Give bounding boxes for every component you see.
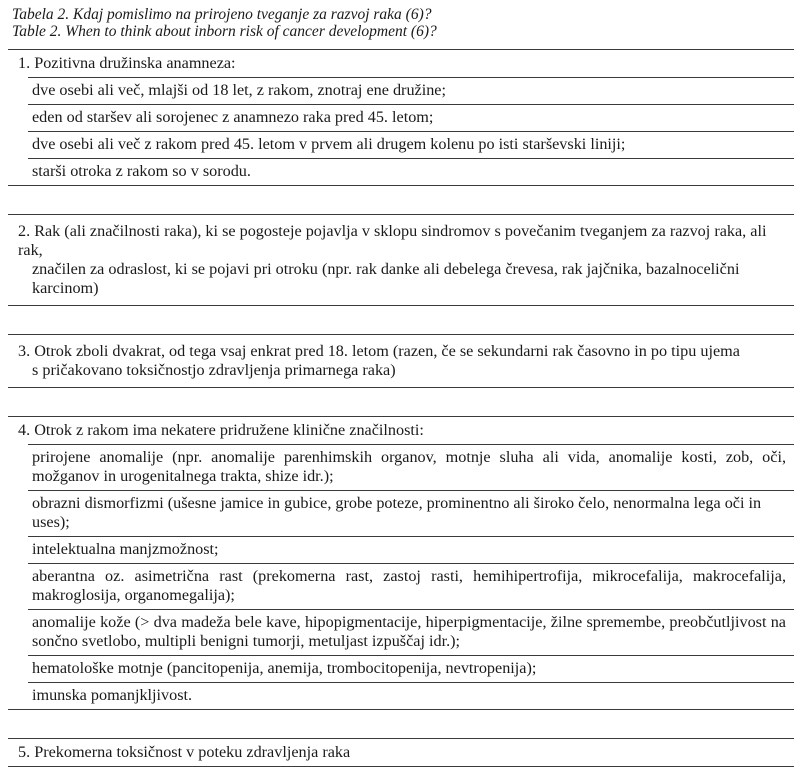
caption-english: Table 2. When to think about inborn risk of cancer development (6)? bbox=[12, 23, 437, 40]
heading-line: s pričakovano toksičnostjo zdravljenja primarnega raka) bbox=[32, 361, 396, 379]
section-syndrome-cancer bbox=[8, 214, 794, 306]
caption-slovene: Tabela 2. Kdaj pomislimo na prirojeno tveganje za razvoj raka (6)? bbox=[12, 6, 432, 23]
list-item: prirojene anomalije (npr. anomalije parenhimskih organov, motnje sluha ali vida, anomalije kosti, zob, oči, možganov in urogenitalnega trakta, shize idr.); bbox=[28, 444, 794, 490]
section-gap bbox=[8, 306, 794, 334]
section-gap bbox=[8, 710, 794, 738]
list-item: dve osebi ali več z rakom pred 45. letom v prvem ali drugem kolenu po isti starševski liniji; bbox=[28, 131, 794, 158]
list-item: hematološke motnje (pancitopenija, anemija, trombocitopenija, nevtropenija); bbox=[28, 655, 794, 682]
list-item: intelektualna manjzmožnost; bbox=[28, 536, 794, 563]
heading-line: značilen za odraslost, ki se pojavi pri otroku (npr. rak danke ali debelega črevesa, rak jajčnika, bazalnocelični karcinom) bbox=[32, 260, 740, 297]
section-second-cancer bbox=[8, 334, 794, 388]
heading-line: 3. Otrok zboli dvakrat, od tega vsaj enkrat pred 18. letom (razen, če se sekundarni rak časovno in po tipu ujema bbox=[18, 342, 740, 360]
table-caption bbox=[12, 6, 437, 40]
section-gap bbox=[8, 186, 794, 214]
list-item: dve osebi ali več, mlajši od 18 let, z rakom, znotraj ene družine; bbox=[28, 77, 794, 104]
section-clinical-features bbox=[8, 416, 794, 710]
criteria-table bbox=[8, 49, 794, 767]
section-heading bbox=[8, 215, 794, 305]
section-heading bbox=[8, 335, 794, 387]
list-item: anomalije kože (> dva madeža bele kave, hipopigmentacije, hiperpigmentacije, žilne spremembe, preobčutljivost na sončno svetlobo, multipli benigni tumorji, metuljast izpuščaj idr.); bbox=[28, 609, 794, 655]
section-heading: 1. Pozitivna družinska anamneza: bbox=[18, 54, 236, 72]
list-item: aberantna oz. asimetrična rast (prekomerna rast, zastoj rasti, hemihipertrofija, mikrocefalija, makrocefalija, makroglosija, organomegalija); bbox=[28, 563, 794, 609]
section-heading: 4. Otrok z rakom ima nekatere pridružene klinične značilnosti: bbox=[18, 421, 424, 439]
section-family-history bbox=[8, 49, 794, 186]
section-gap bbox=[8, 388, 794, 416]
heading-line: 2. Rak (ali značilnosti raka), ki se pogosteje pojavlja v sklopu sindromov s povečanim tveganjem za razvoj raka, ali rak, bbox=[18, 222, 767, 259]
section-heading: 5. Prekomerna toksičnost v poteku zdravljenja raka bbox=[18, 743, 351, 761]
list-item: imunska pomanjkljivost. bbox=[28, 682, 794, 709]
list-item: starši otroka z rakom so v sorodu. bbox=[28, 158, 794, 185]
list-item: obrazni dismorfizmi (ušesne jamice in gubice, grobe poteze, prominentno ali široko čelo, nenormalna lega oči in uses); bbox=[28, 490, 794, 536]
list-item: eden od staršev ali sorojenec z anamnezo raka pred 45. letom; bbox=[28, 104, 794, 131]
section-toxicity bbox=[8, 738, 794, 767]
